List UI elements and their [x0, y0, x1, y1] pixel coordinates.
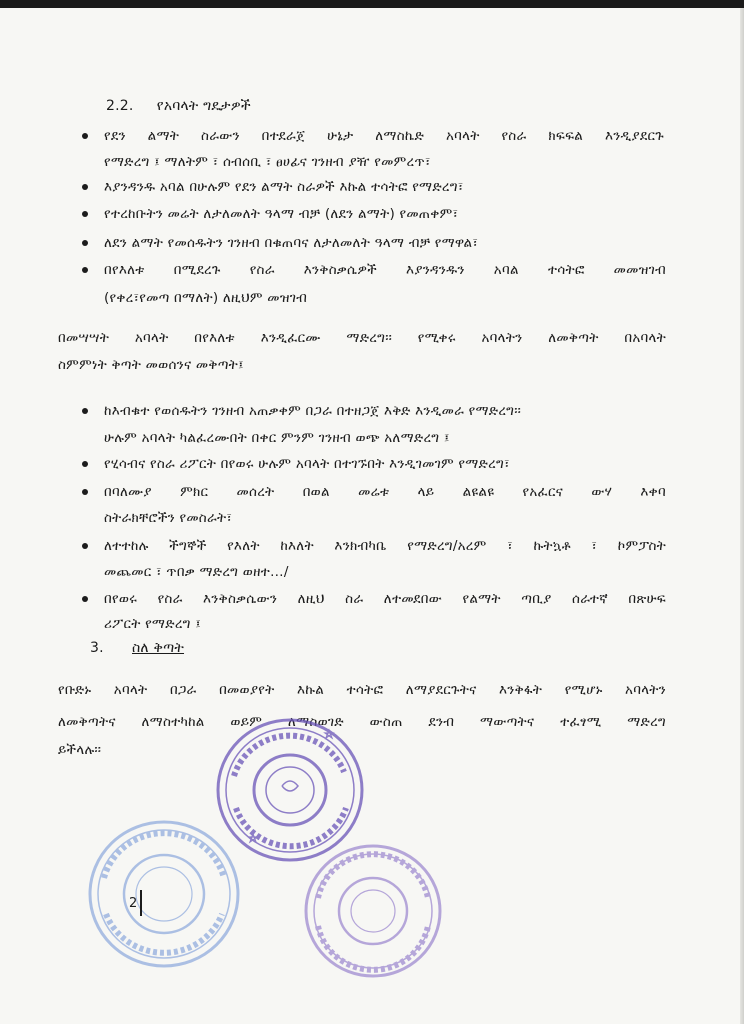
obligation-item-5-line-2: (የቀረ፣የመጣ በማለት) ለዚህም መዝገብ: [104, 290, 308, 306]
section-3-line-2: ለመቅጣትና ለማስተካከል ወይም ለማስወገድ ውስጠ ደንብ ማውጣትና ተፈፃሚ ማድረግ: [58, 714, 666, 730]
section-2-2-heading: [106, 96, 251, 116]
bullet-dot: [82, 408, 88, 414]
section-3-number: 3.: [90, 640, 104, 656]
obligation-item-4: ለደን ልማት የመሰዱትን ገንዘብ በቁጠባና ለታለመለት ዓላማ ብቻ የማዋል፣: [104, 235, 479, 251]
section-3-line-3: ይችላሉ፡፡: [58, 742, 102, 758]
bullet-dot: [82, 211, 88, 217]
section-2-2-title: የአባላት ግዴታዎች: [156, 98, 251, 114]
bullet-dot: [82, 267, 88, 273]
bullet-dot: [82, 133, 88, 139]
duty-item-1-line-2: ሁሉም አባላት ካልፈረሙበት በቀር ምንም ገንዘብ ወጭ አለማድረግ ፤: [104, 430, 450, 446]
duty-item-4-line-1: ለተተከሉ ችግኞች የእለት ከእለት እንክብካቤ የማድረግ/አረም ፣ ኩትኳቶ ፣ ኮምፓስት: [104, 538, 666, 554]
bullet-dot: [82, 543, 88, 549]
bullet-dot: [82, 184, 88, 190]
obligation-item-1-line-2: የማድረግ ፤ ማለትም ፣ ሰብሰቢ ፣ ፀሀፊና ገንዘብ ያዥ የመምረጥ፣: [104, 154, 431, 170]
duty-item-5-line-2: ሪፖርት የማድረግ ፤: [104, 616, 202, 632]
bullet-dot: [82, 489, 88, 495]
official-seal-blue: [86, 818, 242, 970]
paragraph-line-1: በመሣሣት አባላት በየእለቱ እንዲፈርሙ ማድረግ፡፡ የሚቀሩ አባላትን ለመቅጣት በአባላት: [58, 330, 666, 346]
duty-item-2: የሂሳብና የስራ ሪፖርት በየወሩ ሁሉም አባላት በተገኙበት እንዲገመገም የማድረግ፣: [104, 456, 510, 472]
page-number: 2: [129, 896, 138, 911]
bullet-dot: [82, 240, 88, 246]
duty-item-4-line-2: መጨመር ፣ ጥበቃ ማድረግ ወዘተ…/: [104, 564, 289, 580]
duty-item-5-line-1: በየወሩ የስራ እንቅስቃሴውን ለዚህ ስራ ለተመደበው የልማት ጣቢያ ሰራተኛ በጽሁፍ: [104, 591, 666, 607]
section-3-title: ስለ ቅጣት: [132, 640, 185, 656]
obligation-item-1-line-1: የደን ልማት ስራውን በተደራጀ ሁኔታ ለማስኬድ አባላት የስራ ክፍፍል እንዲያደርጉ: [104, 128, 664, 144]
duty-item-3-line-2: ስትራክቸሮችን የመስራት፣: [104, 510, 233, 526]
duty-item-3-line-1: በባለሙያ ምክር መሰረት በወል መሬቱ ላይ ልዩልዩ የአፈርና ውሃ እቀባ: [104, 484, 666, 500]
official-seal-violet: [302, 842, 444, 980]
paragraph-line-2: ስምምነት ቅጣት መወሰንና መቅጣት፤: [58, 357, 244, 373]
bullet-dot: [82, 461, 88, 467]
bullet-dot: [82, 596, 88, 602]
duty-item-1-line-1: ከእብቁተ የወሰዱትን ገንዘብ አጠቃቀም በጋራ በተዘጋጀ እቅድ እንዲመራ የማድረግ፡፡: [104, 403, 522, 419]
obligation-item-2: እያንዳንዱ አባል በሁሉም የደን ልማት ስራዎች እኩል ተሳትፎ የማድረግ፣: [104, 179, 464, 195]
obligation-item-3: የተረከቡትን መሬት ለታለመለት ዓላማ ብቻ (ለደን ልማት) የመጠቀም፣: [104, 206, 459, 222]
section-3-line-1: የቡድኑ አባላት በጋራ በመወያየት እኩል ተሳትፎ ለማያደርጉትና እንቅፋት የሚሆኑ አባላትን: [58, 682, 666, 698]
page-number-divider: [140, 890, 142, 916]
obligation-item-5-line-1: በየእለቱ በሚደረጉ የስራ እንቅስቃሴዎች እያንዳንዱን አባል ተሳትፎ መመዝገብ: [104, 262, 666, 278]
section-2-2-number: 2.2.: [106, 98, 134, 114]
